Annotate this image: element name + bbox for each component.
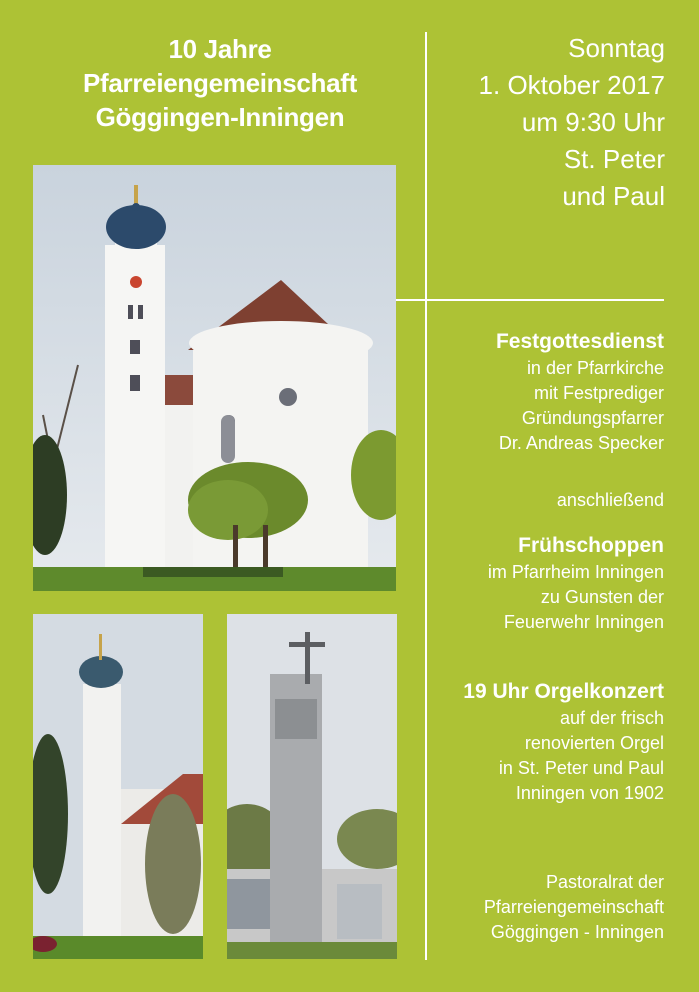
vertical-divider bbox=[425, 32, 427, 960]
church-photo-main bbox=[33, 165, 396, 591]
organizer-line: Pastoralrat der bbox=[545, 872, 664, 892]
festgottesdienst-line: Dr. Andreas Specker bbox=[498, 433, 664, 453]
fruehschoppen-section bbox=[430, 532, 664, 635]
orgelkonzert-line: auf der frisch bbox=[559, 708, 664, 728]
festgottesdienst-line: mit Festprediger bbox=[533, 383, 664, 403]
title-line-2: Pfarreiengemeinschaft bbox=[82, 68, 358, 98]
horizontal-divider bbox=[396, 299, 664, 301]
fruehschoppen-line: Feuerwehr Inningen bbox=[503, 612, 664, 632]
orgelkonzert-heading: 19 Uhr Orgelkonzert bbox=[463, 680, 664, 703]
orgelkonzert-line: in St. Peter und Paul bbox=[498, 758, 664, 778]
date-block bbox=[440, 30, 665, 215]
connector-text bbox=[430, 488, 664, 513]
fruehschoppen-heading: Frühschoppen bbox=[518, 534, 664, 557]
organizer-footer bbox=[430, 870, 664, 945]
festgottesdienst-heading: Festgottesdienst bbox=[495, 330, 664, 353]
title-line-3: Göggingen-Inningen bbox=[95, 102, 345, 132]
title-line-1: 10 Jahre bbox=[168, 34, 272, 64]
date-line-2: 1. Oktober 2017 bbox=[478, 70, 665, 100]
event-title bbox=[20, 32, 420, 134]
festgottesdienst-line: in der Pfarrkirche bbox=[526, 358, 664, 378]
date-line-1: Sonntag bbox=[568, 33, 665, 63]
organizer-line: Pfarreiengemeinschaft bbox=[483, 897, 664, 917]
church-tower-photo bbox=[33, 614, 203, 959]
orgelkonzert-section bbox=[430, 678, 664, 806]
orgelkonzert-line: renovierten Orgel bbox=[524, 733, 664, 753]
fruehschoppen-line: im Pfarrheim Inningen bbox=[487, 562, 664, 582]
organizer-line: Göggingen - Inningen bbox=[490, 922, 664, 942]
bell-tower-photo bbox=[227, 614, 397, 959]
festgottesdienst-line: Gründungspfarrer bbox=[521, 408, 664, 428]
fruehschoppen-line: zu Gunsten der bbox=[540, 587, 664, 607]
festgottesdienst-section bbox=[430, 328, 664, 456]
date-line-3: um 9:30 Uhr bbox=[521, 107, 665, 137]
orgelkonzert-line: Inningen von 1902 bbox=[515, 783, 664, 803]
date-line-5: und Paul bbox=[562, 181, 665, 211]
connector-label: anschließend bbox=[556, 490, 664, 510]
date-line-4: St. Peter bbox=[563, 144, 665, 174]
